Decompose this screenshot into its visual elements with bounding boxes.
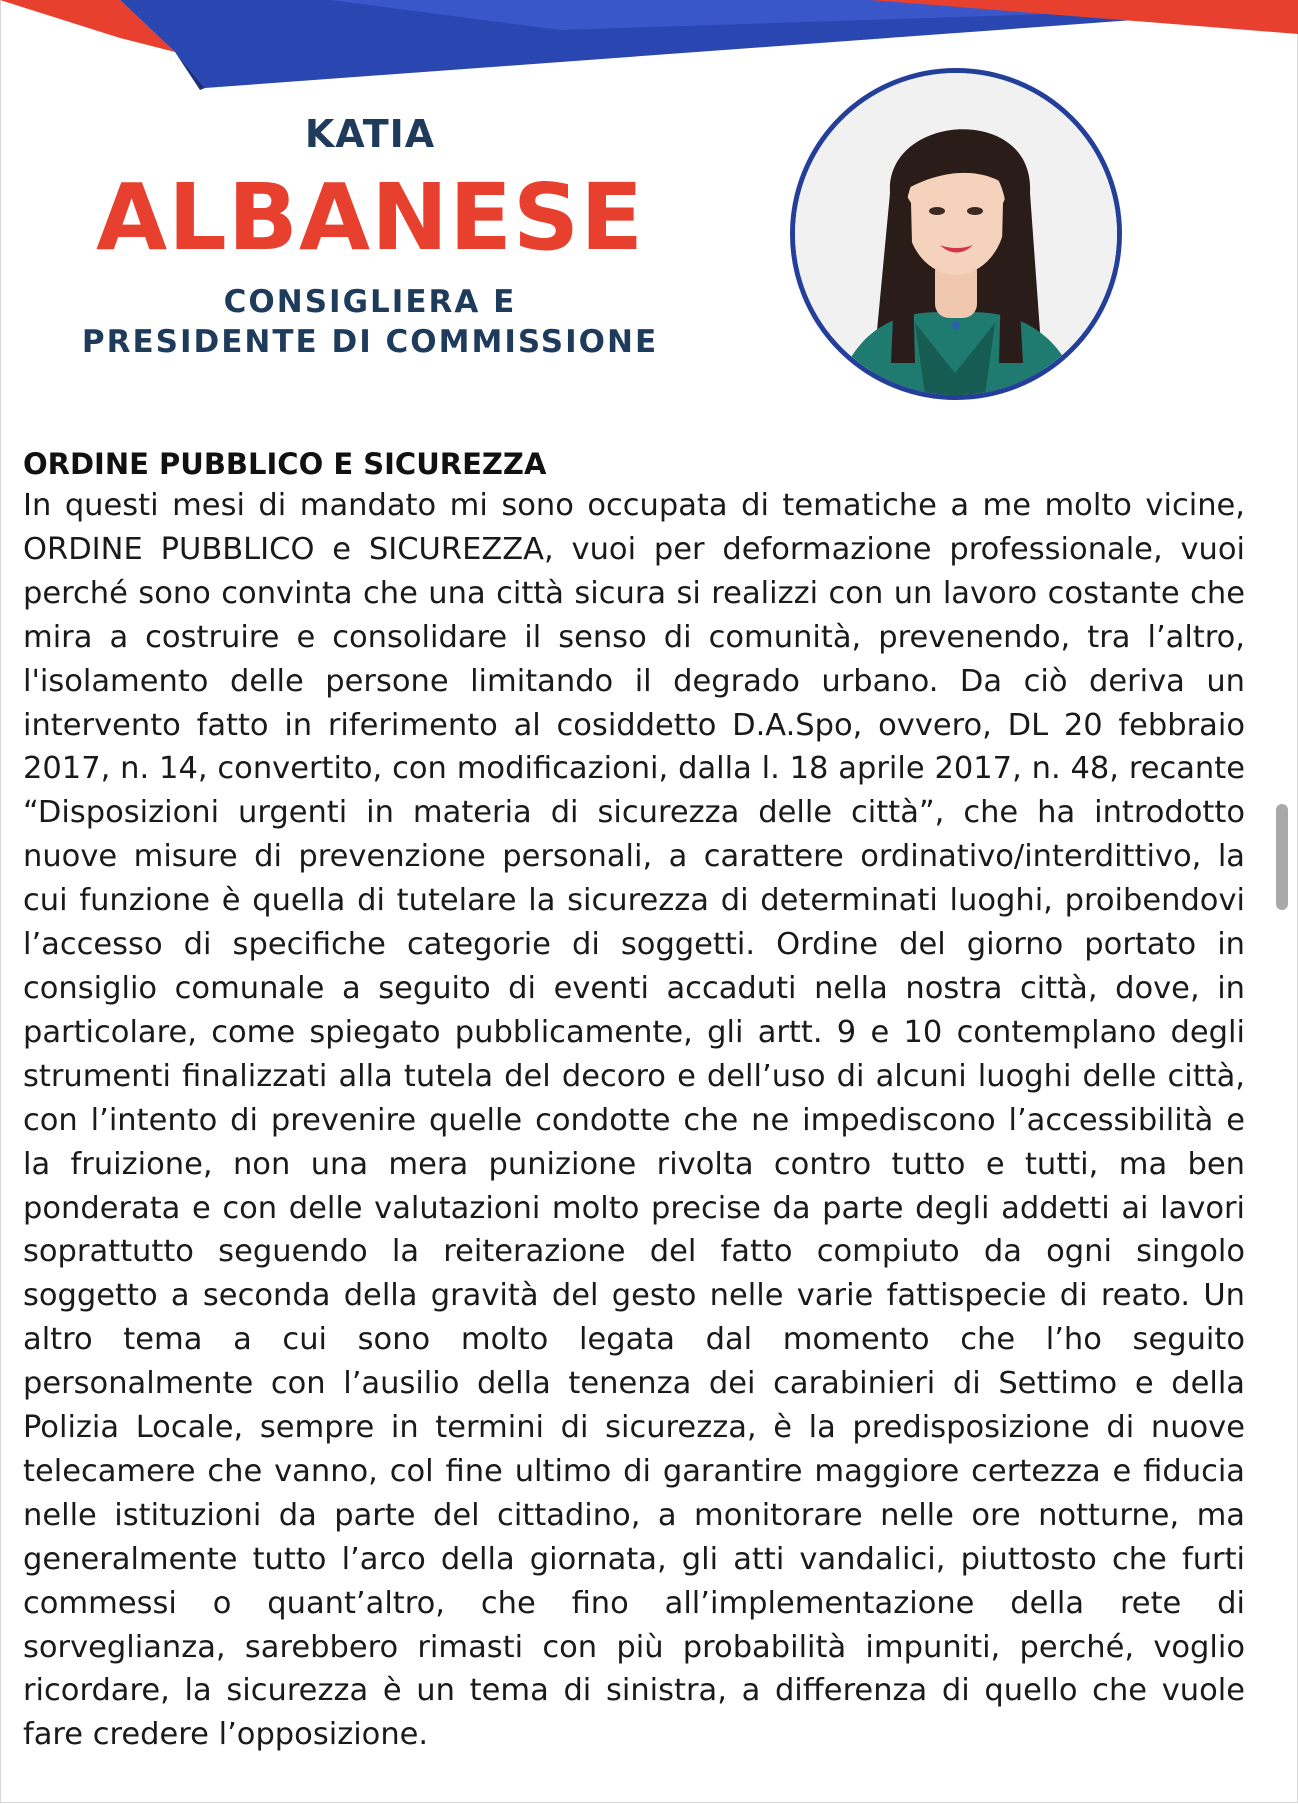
section-body-text: In questi mesi di mandato mi sono occupata di tematiche a me molto vicine, ORDINE PUBBLICO e SICUREZZA, vuoi per deformazione professionale, vuoi perché sono convinta che una città sicura si realizzi con un lavoro costante che mira a costruire e consolidare il senso di comunità, prevenendo, tra l’altro, l'isolamento delle persone limitando il degrado urbano. Da ciò deriva un intervento fatto in riferimento al cosiddetto D.A.Spo, ovvero, DL 20 febbraio 2017, n. 14, convertito, con modificazioni, dalla l. 18 aprile 2017, n. 48, recante “Disposizioni urgenti in materia di sicurezza delle città”, che ha introdotto nuove misure di prevenzione personali, a carattere ordinativo/interdittivo, la cui funzione è quella di tutelare la sicurezza di determinati luoghi, proibendovi l’accesso di specifiche categorie di soggetti. Ordine del giorno portato in consiglio comunale a seguito di eventi accaduti nella nostra città, dove, in particolare, come spiegato pubblicamente, gli artt. 9 e 10 contemplano degli strumenti finalizzati alla tutela del decoro e dell’uso di alcuni luoghi delle città, con l’intento di prevenire quelle condotte che ne impediscono l’accessibilità e la fruizione, non una mera punizione rivolta contro tutto e tutti, ma ben ponderata e con delle valutazioni molto precise da parte degli addetti ai lavori soprattutto seguendo la reiterazione del fatto compiuto da ogni singolo soggetto a seconda della gravità del gesto nelle varie fattispecie di reato. Un altro tema a cui sono molto legata dal momento che l’ho seguito personalmente con l’ausilio della tenenza dei carabinieri di Settimo e della Polizia Locale, sempre in termini di sicurezza, è la predisposizione di nuove telecamere che vanno, col fine ultimo di garantire maggiore certezza e fiducia nelle istituzioni da parte del cittadino, a monitorare nelle ore notturne, ma generalmente tutto l’arco della giornata, gli atti vandalici, piuttosto che furti commessi o quant’altro, che fino all’implementazione della rete di sorveglianza, sarebbero rimasti con più probabilità impuniti, perché, voglio ricordare, la sicurezza è un tema di sinistra, a differenza di quello che vuole fare credere l’opposizione. [23, 488, 1245, 1753]
role-line-2: PRESIDENTE DI COMMISSIONE [81, 324, 659, 360]
content-area [23, 444, 1245, 1757]
role-line-1: CONSIGLIERA E [223, 284, 517, 320]
section-title: ORDINE PUBBLICO E SICUREZZA [23, 447, 547, 481]
portrait-illustration [795, 73, 1117, 395]
last-name: ALBANESE [95, 164, 645, 271]
top-banner-decoration [0, 0, 1298, 95]
scrollbar-thumb[interactable] [1276, 804, 1288, 910]
first-name: KATIA [304, 112, 436, 156]
portrait-photo [790, 68, 1122, 400]
